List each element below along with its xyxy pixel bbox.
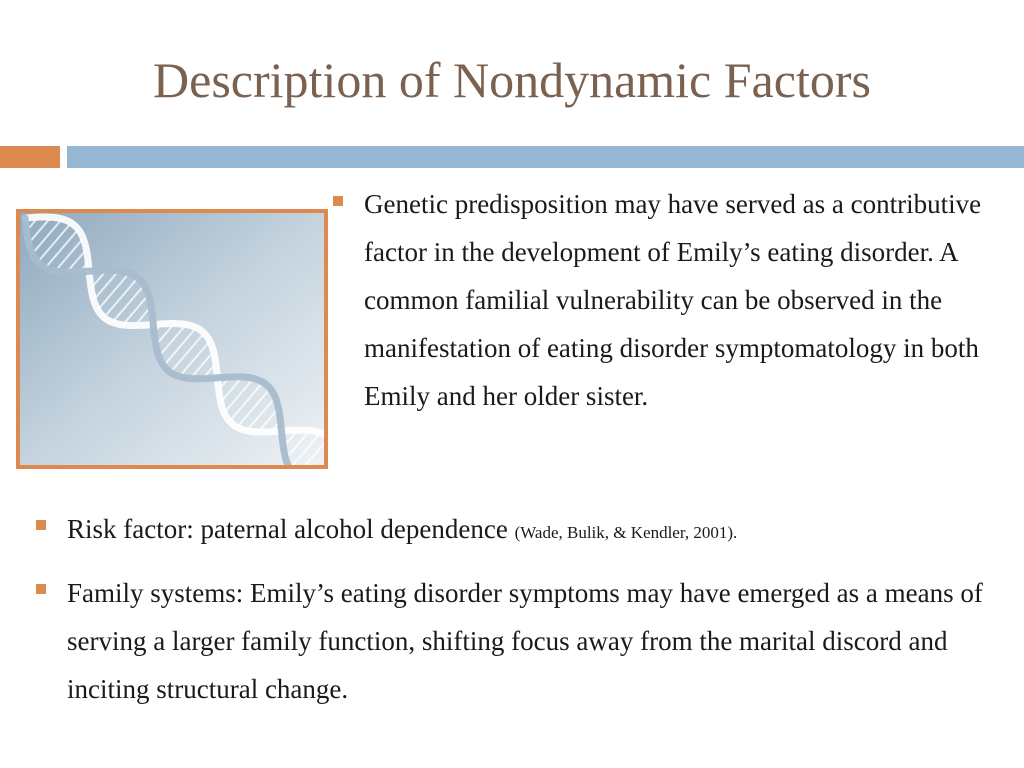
bullet-genetic: Genetic predisposition may have served as a contributive factor in the development of Emily’s eating disorder. A common familial vulnerability can be observed in the manifestation of eating disorder symptomatology in both Emily and her older sister. — [364, 189, 982, 411]
risk-factor-text: Risk factor: paternal alcohol dependence — [67, 514, 515, 544]
bullet-marker — [36, 584, 46, 594]
dna-helix-icon — [20, 213, 324, 465]
slide-title: Description of Nondynamic Factors — [153, 52, 871, 108]
accent-bar-blue — [67, 146, 1024, 168]
bullet-family-systems: Family systems: Emily’s eating disorder symptoms may have emerged as a means of serving a larger family function, shifting focus away from the marital discord and inciting structural change. — [67, 578, 983, 704]
citation: (Wade, Bulik, & Kendler, 2001). — [514, 523, 738, 542]
dna-image — [16, 209, 328, 469]
bullet-risk-factor — [67, 505, 1007, 557]
accent-bar-orange — [0, 146, 60, 168]
bullet-marker — [36, 520, 46, 530]
bullet-marker — [333, 196, 343, 206]
